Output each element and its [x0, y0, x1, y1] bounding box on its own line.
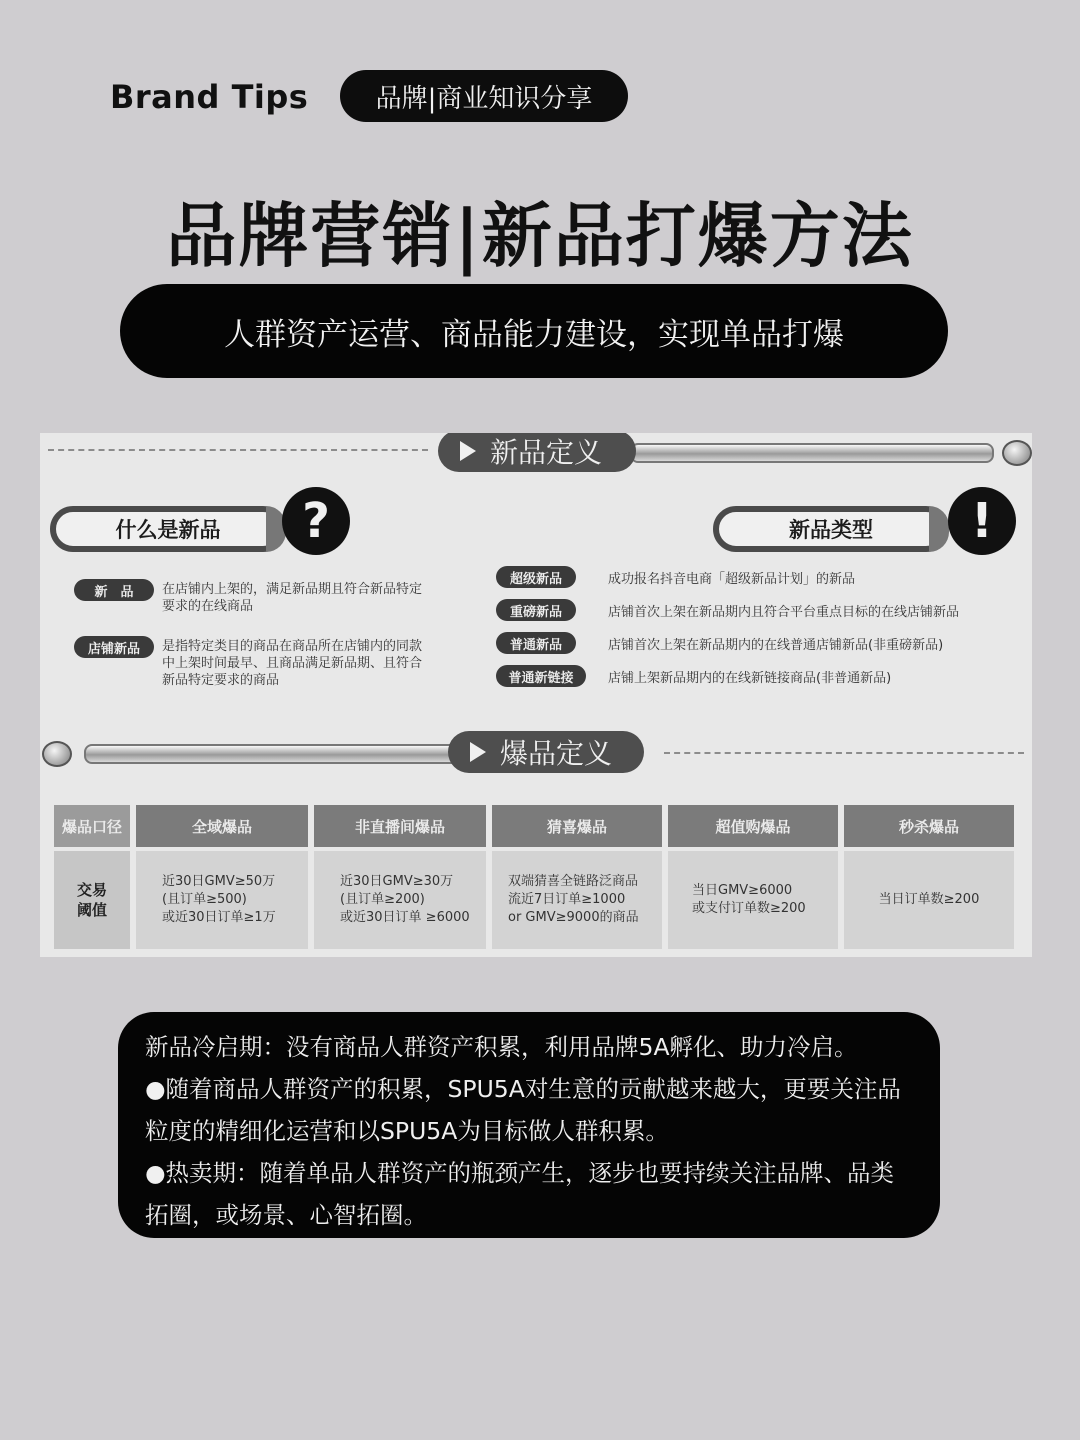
cell-line: 或近30日订单 ≥6000 — [340, 910, 470, 925]
note-paragraph: ●热卖期：随着单品人群资产的瓶颈产生，逐步也要持续关注品牌、品类拓圈，或场景、心智拓圈。 — [145, 1159, 895, 1229]
exclamation-icon: ! — [948, 487, 1016, 555]
section-title-text: 新品定义 — [490, 436, 603, 469]
note-paragraph: 新品冷启期：没有商品人群资产积累，利用品牌5A孵化、助力冷启。 — [145, 1033, 858, 1061]
what-is-new-heading — [50, 506, 286, 552]
cell-line: 当日订单数≥200 — [878, 892, 980, 907]
super-new-desc: 成功报名抖音电商「超级新品计划」的新品 — [608, 572, 856, 587]
definition-panel — [40, 433, 1032, 957]
category-tag: 品牌|商业知识分享 — [340, 70, 628, 122]
table-header-cell: 全域爆品 — [136, 805, 308, 847]
heavy-new-desc: 店铺首次上架在新品期内且符合平台重点目标的在线店铺新品 — [608, 605, 960, 620]
section-title-new-product — [438, 433, 636, 472]
heading-bar — [929, 506, 949, 552]
cell-line: 近30日GMV≥30万 — [340, 874, 454, 889]
page-title: 品牌营销|新品打爆方法 — [166, 194, 914, 277]
cell-line: 双端猜喜全链路泛商品 — [508, 874, 639, 889]
cell-line: 当日GMV≥6000 — [692, 883, 793, 898]
table-header-cell: 秒杀爆品 — [844, 805, 1014, 847]
store-new-product-label: 店铺新品 — [74, 636, 154, 658]
table-cell — [136, 851, 308, 949]
table-cell — [844, 851, 1014, 949]
heading-text: 什么是新品 — [115, 518, 221, 542]
new-product-label: 新 品 — [74, 579, 154, 601]
heavy-new-label: 重磅新品 — [496, 599, 576, 621]
table-cell — [314, 851, 486, 949]
brand-name: Brand Tips — [110, 78, 309, 116]
new-product-desc — [162, 581, 422, 615]
divider-tube — [84, 744, 488, 764]
divider-tube — [630, 443, 994, 463]
table-header-cell: 超值购爆品 — [668, 805, 838, 847]
section-title-hit-product — [448, 731, 644, 773]
super-new-label: 超级新品 — [496, 566, 576, 588]
normal-new-link-desc: 店铺上架新品期内的在线新链接商品(非普通新品) — [608, 671, 892, 686]
desc-line: 在店铺内上架的，满足新品期且符合新品特定 — [162, 582, 423, 597]
new-types-heading — [713, 506, 949, 552]
desc-line: 新品特定要求的商品 — [162, 673, 280, 688]
cell-line: or GMV≥9000的商品 — [508, 910, 639, 925]
question-icon: ? — [282, 487, 350, 555]
note-paragraph: ●随着商品人群资产的积累，SPU5A对生意的贡献越来越大，更要关注品粒度的精细化运营和以SPU5A为目标做人群积累。 — [145, 1075, 901, 1145]
cell-line: 或支付订单数≥200 — [692, 901, 806, 916]
divider-knob — [1002, 440, 1032, 466]
cell-line: 流近7日订单≥1000 — [508, 892, 626, 907]
normal-new-label: 普通新品 — [496, 632, 576, 654]
cell-line: (且订单≥200) — [340, 892, 425, 907]
divider-line — [48, 449, 428, 451]
divider-knob — [42, 741, 72, 767]
notes-box — [118, 1012, 940, 1238]
normal-new-desc: 店铺首次上架在新品期内的在线普通店铺新品(非重磅新品) — [608, 638, 944, 653]
desc-line: 中上架时间最早、且商品满足新品期、且符合 — [162, 656, 423, 671]
table-header-cell: 猜喜爆品 — [492, 805, 662, 847]
cell-line: (且订单≥500) — [162, 892, 247, 907]
table-header-cell: 非直播间爆品 — [314, 805, 486, 847]
normal-new-link-label: 普通新链接 — [496, 665, 586, 687]
cell-line: 或近30日订单≥1万 — [162, 910, 276, 925]
play-icon — [470, 742, 486, 762]
play-icon — [460, 441, 476, 461]
subtitle-banner: 人群资产运营、商品能力建设，实现单品打爆 — [120, 284, 948, 378]
desc-line: 要求的在线商品 — [162, 599, 254, 614]
store-new-product-desc — [162, 638, 422, 689]
cell-line: 近30日GMV≥50万 — [162, 874, 276, 889]
section-title-text: 爆品定义 — [500, 737, 613, 770]
table-header-cell: 爆品口径 — [54, 805, 130, 847]
desc-line: 是指特定类目的商品在商品所在店铺内的同款 — [162, 639, 423, 654]
table-cell — [668, 851, 838, 949]
heading-text: 新品类型 — [789, 518, 873, 542]
hit-product-table — [54, 805, 1016, 951]
table-cell — [492, 851, 662, 949]
divider-line — [664, 752, 1024, 754]
table-row-header: 交易 阈值 — [54, 851, 130, 949]
